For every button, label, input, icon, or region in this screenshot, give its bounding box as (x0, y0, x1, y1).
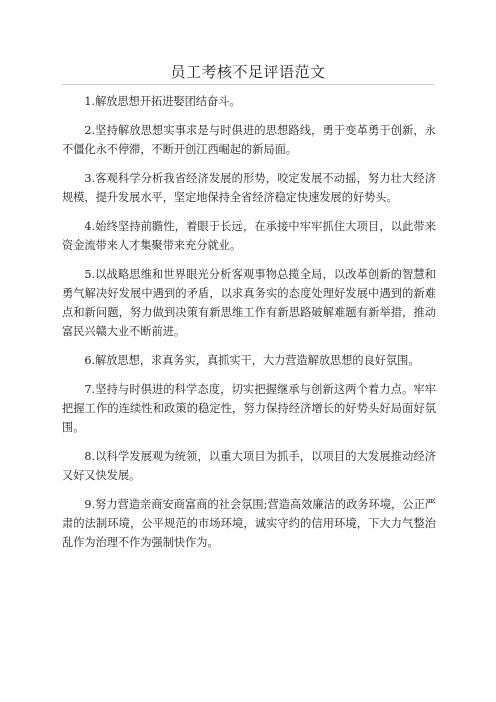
paragraph-9: 9.努力营造亲商安商富商的社会氛围;营造高效廉洁的政务环境，公正严肃的法制环境，公平规范的市场环境，诚实守约的信用环境，下大力气整治乱作为治理不作为强制快作为。 (62, 498, 436, 549)
document-body (62, 92, 436, 562)
document-title: 员工考核不足评语范文 (170, 63, 326, 81)
paragraph-7: 7.坚持与时俱进的科学态度，切实把握继承与创新这两个着力点。牢牢把握工作的连续性和政策的稳定性，努力保持经济增长的好势头好局面好氛围。 (62, 383, 436, 434)
paragraph-3: 3.客观科学分析我省经济发展的形势，咬定发展不动摇，努力壮大经济规模，提升发展水平，坚定地保持全省经济稳定快速发展的好势头。 (62, 172, 436, 204)
paragraph-6: 6.解放思想，求真务实，真抓实干，大力营造解放思想的良好氛围。 (84, 354, 420, 367)
paragraph-2: 2.坚持解放思想实事求是与时俱进的思想路线，勇于变革勇于创新，永不僵化永不停滞，不断开创江西崛起的新局面。 (62, 124, 436, 156)
paragraph-4: 4.始终坚持前瞻性，着眼于长远，在承接中牢牢抓住大项目，以此带来资金流带来人才集聚带来充分就业。 (62, 220, 436, 252)
paragraph-5: 5.以战略思维和世界眼光分析客观事物总揽全局，以改革创新的智慧和勇气解决好发展中遇到的矛盾，以求真务实的态度处理好发展中遇到的新难点和新问题，努力做到决策有新思维工作有新思路破解难题有新举措，推动富民兴赣大业不断前进。 (62, 268, 436, 338)
paragraph-1: 1.解放思想开拓进娶团结奋斗。 (84, 95, 241, 108)
title-divider (62, 84, 434, 85)
paragraph-8: 8.以科学发展观为统领，以重大项目为抓手，以项目的大发展推动经济又好又快发展。 (62, 450, 436, 482)
